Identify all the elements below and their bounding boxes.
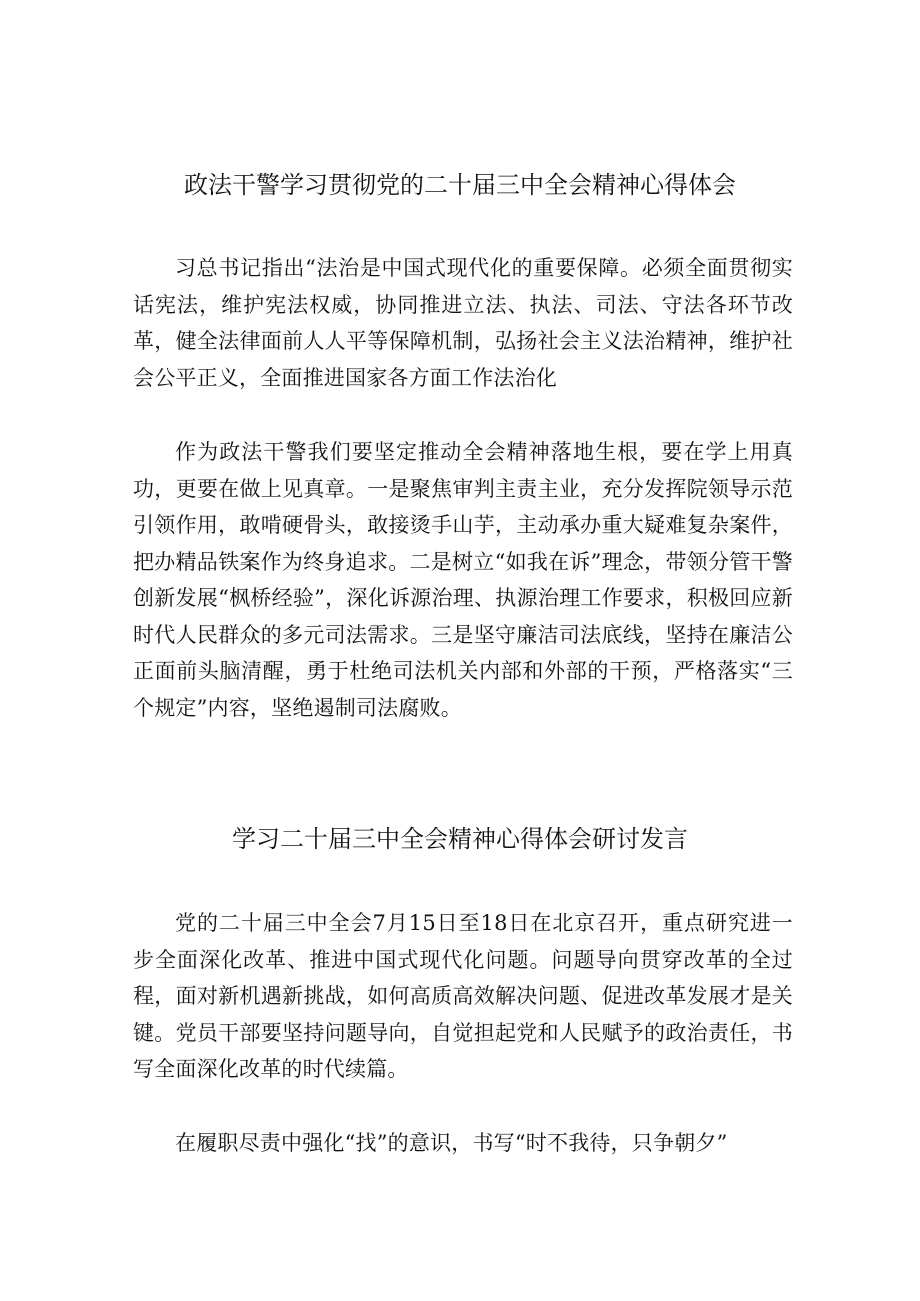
section-1-paragraph-2: 作为政法干警我们要坚定推动全会精神落地生根，要在学上用真功，更要在做上见真章。一是聚焦审判主责主业，充分发挥院领导示范引领作用，敢啃硬骨头，敢接烫手山芋，主动承办重大疑难复杂案件，把办精品铁案作为终身追求。二是树立“如我在诉”理念，带领分管干警创新发展“枫桥经验”，深化诉源治理、执源治理工作要求，积极回应新时代人民群众的多元司法需求。三是坚守廉洁司法底线，坚持在廉洁公正面前头脑清醒，勇于杜绝司法机关内部和外部的干预，严格落实“三个规定”内容，坚绝遏制司法腐败。 <box>133 440 793 720</box>
section-2-paragraph-1: 党的二十届三中全会7月15日至18日在北京召开，重点研究进一步全面深化改革、推进中国式现代化问题。问题导向贯穿改革的全过程，面对新机遇新挑战，如何高质高效解决问题、促进改革发展才是关键。党员干部要坚持问题导向，自觉担起党和人民赋予的政治责任，书写全面深化改革的时代续篇。 <box>133 911 793 1081</box>
section-1-paragraph-1: 习总书记指出“法治是中国式现代化的重要保障。必须全面贯彻实话宪法，维护宪法权威，协同推进立法、执法、司法、守法各环节改革，健全法律面前人人平等保障机制，弘扬社会主义法治精神，维护社会公平正义，全面推进国家各方面工作法治化 <box>133 256 793 390</box>
section-title-2: 学习二十届三中全会精神心得体会研讨发言 <box>232 825 688 853</box>
section-2-paragraph-2: 在履职尽责中强化“找”的意识，书写“时不我待，只争朝夕” <box>175 1131 728 1155</box>
section-title-1: 政法干警学习贯彻党的二十届三中全会精神心得体会 <box>184 171 736 199</box>
